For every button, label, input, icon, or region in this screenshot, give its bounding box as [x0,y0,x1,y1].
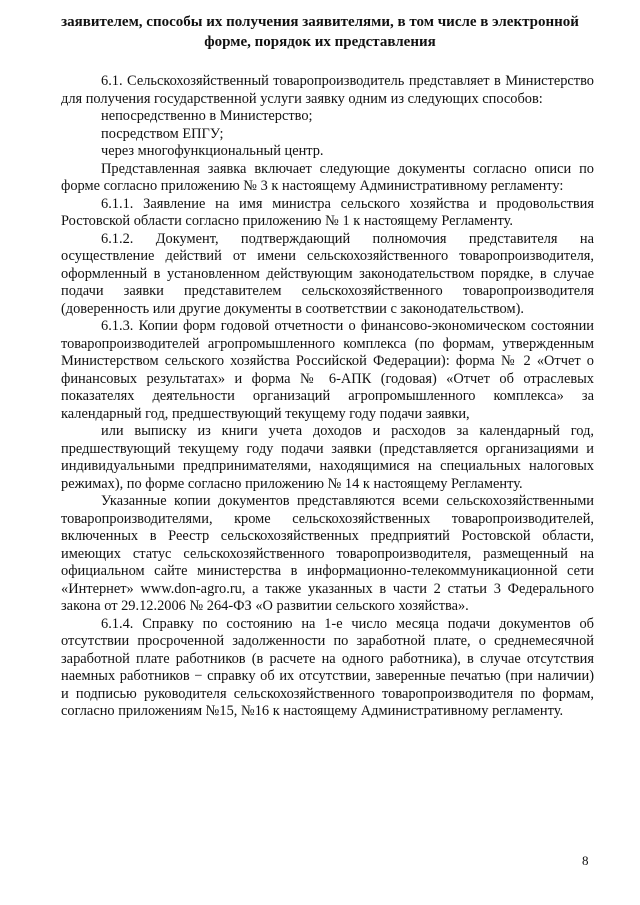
paragraph-6-1-3-alternative: или выписку из книги учета доходов и расходов за календарный год, предшествующий текущему году подачи заявки (представляется организациями и индивидуальными предпринимателями, находящимися на специальных налоговых режимах), по форме согласно приложению № 14 к настоящему Регламенту. [61,423,594,492]
section-heading-line-2: форме, порядок их представления [204,34,436,50]
list-item: непосредственно в Министерство; [101,108,313,124]
paragraph-6-1-3: 6.1.3. Копии форм годовой отчетности о финансово-экономическом состоянии товаропроизводителей агропромышленного комплекса (по формам, утвержденным Министерством сельского хозяйства Российской Федерации): форма № 2 «Отчет о финансовых результатах» и форма № 6-АПК (годовая) «Отчет об отраслевых показателях деятельности организаций агропромышленного комплекса» за календарный год, предшествующий текущему году подачи заявки, [61,318,594,422]
list-item: через многофункциональный центр. [101,143,324,159]
submission-methods-list [61,108,594,161]
section-heading [50,12,590,52]
paragraph-6-1-1: 6.1.1. Заявление на имя министра сельского хозяйства и продовольствия Ростовской области согласно приложению № 1 к настоящему Регламенту. [61,195,594,229]
document-body [61,73,594,721]
paragraph-6-1: 6.1. Сельскохозяйственный товаропроизводитель представляет в Министерство для получения государственной услуги заявку одним из следующих способов: [61,73,594,107]
paragraph-copies-note: Указанные копии документов представляются всеми сельскохозяйственными товаропроизводителями, кроме сельскохозяйственных товаропроизводителей, включенных в Реестр сельскохозяйственных предприятий Ростовской области, имеющих статус сельскохозяйственного товаропроизводителя, размещенный на официальном сайте министерства в информационно-телекоммуникационной сети «Интернет» www.don-agro.ru, а также указанных в части 2 статьи 3 Федерального закона от 29.12.2006 № 264-ФЗ «О развитии сельского хозяйства». [61,493,594,614]
section-heading-line-1: заявителем, способы их получения заявителями, в том числе в электронной [61,14,579,30]
page-number: 8 [582,853,589,868]
paragraph-6-1-4: 6.1.4. Справку по состоянию на 1-е число месяца подачи документов об отсутствии просроченной задолженности по заработной плате, о среднемесячной заработной плате работников (в расчете на одного работника), в случае отсутствия наемных работников − справку об их отсутствии, заверенные печатью (при наличии) и подписью руководителя сельскохозяйственного товаропроизводителя по формам, согласно приложениям №15, №16 к настоящему Административному регламенту. [61,615,594,719]
paragraph-documents-intro: Представленная заявка включает следующие документы согласно описи по форме согласно приложению № 3 к настоящему Административному регламенту: [61,160,594,194]
paragraph-6-1-2: 6.1.2. Документ, подтверждающий полномочия представителя на осуществление действий от имени сельскохозяйственного товаропроизводителя, оформленный в установленном действующим законодательством порядке, в случае подачи заявки представителем сельскохозяйственного товаропроизводителя (доверенность или другие документы в соответствии с законодательством). [61,230,594,317]
list-item: посредством ЕПГУ; [101,125,224,142]
